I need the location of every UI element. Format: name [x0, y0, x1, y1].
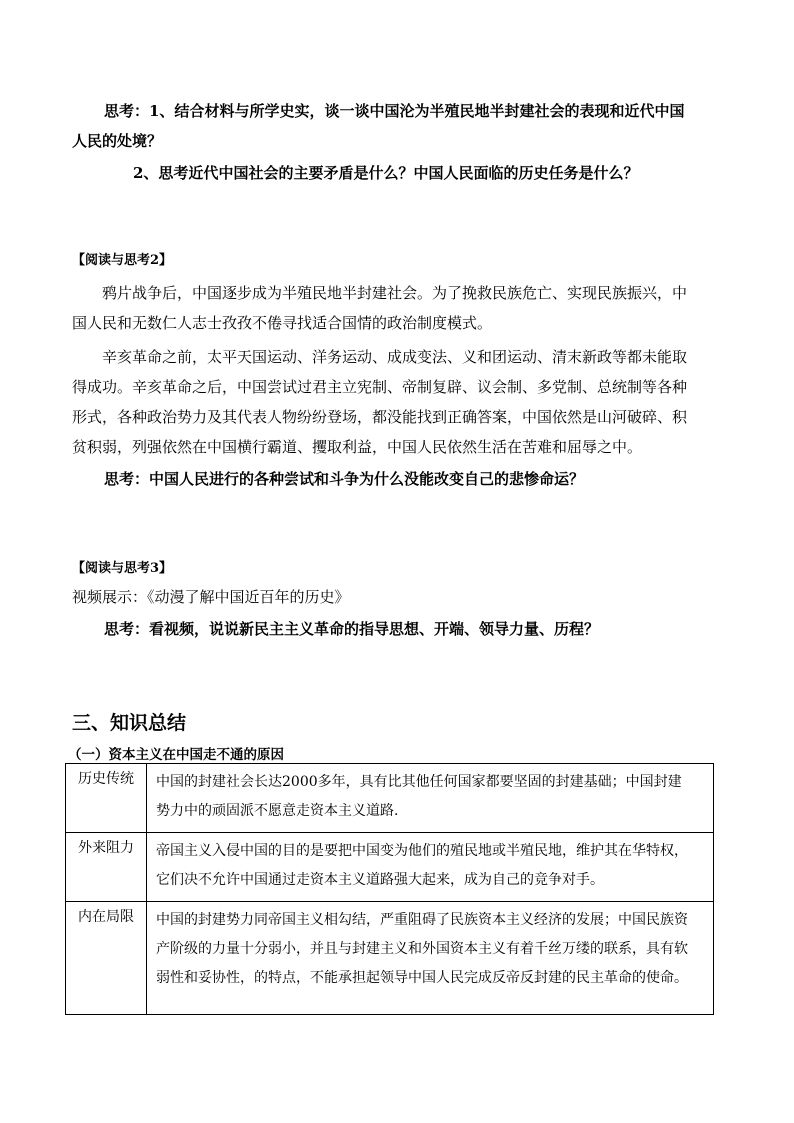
- row-content-line: 弱性和妥协性，的特点，不能承担起领导中国人民完成反帝反封建的民主革命的使命。: [156, 970, 688, 986]
- row-content-external: [147, 833, 714, 902]
- row-content-internal: [147, 902, 714, 1015]
- reading-2-para2-line3: 形式，各种政治势力及其代表人物纷纷登场，都没能找到正确答案，中国依然是山河破碎、积: [72, 408, 688, 426]
- table-row: [66, 833, 714, 902]
- row-content-line: 中国的封建势力同帝国主义相勾结，严重阻碍了民族资本主义经济的发展；中国民族资: [156, 912, 688, 928]
- think-question-1-line1: 思考：1、结合材料与所学史实，谈一谈中国沦为半殖民地半封建社会的表现和近代中国: [104, 102, 685, 120]
- table-row: [66, 902, 714, 1015]
- row-content-line: 势力中的顽固派不愿意走资本主义道路.: [156, 803, 399, 819]
- row-label-external: 外来阻力: [66, 833, 147, 902]
- reading-2-para1-line2: 国人民和无数仁人志士孜孜不倦寻找适合国情的政治制度模式。: [72, 314, 493, 332]
- video-display: 视频展示：《动漫了解中国近百年的历史》: [72, 588, 350, 606]
- row-content-line: 中国的封建社会长达2000多年，具有比其他任何国家都要坚固的封建基础；中国封建: [156, 774, 682, 790]
- row-content-line: 帝国主义入侵中国的目的是要把中国变为他们的殖民地或半殖民地，维护其在华特权，: [156, 843, 688, 859]
- summary-table: [65, 763, 714, 1015]
- row-label-internal: 内在局限: [66, 902, 147, 1015]
- reading-2-para2-line4: 贫积弱，列强依然在中国横行霸道、攫取利益，中国人民依然生活在苦难和屈辱之中。: [72, 438, 643, 456]
- reading-2-para1-line1: 鸦片战争后，中国逐步成为半殖民地半封建社会。为了挽救民族危亡、实现民族振兴，中: [102, 284, 688, 302]
- reading-2-think: 思考：中国人民进行的各种尝试和斗争为什么没能改变自己的悲惨命运？: [104, 470, 585, 488]
- row-content-line: 产阶级的力量十分弱小，并且与封建主义和外国资本主义有着千丝万缕的联系，具有软: [156, 941, 688, 957]
- row-label-history: 历史传统: [66, 764, 147, 833]
- reading-thinking-3-tag: 【阅读与思考3】: [72, 561, 173, 576]
- row-content-line: 它们决不允许中国通过走资本主义道路强大起来，成为自己的竞争对手。: [156, 872, 604, 888]
- summary-heading: 三、知识总结: [72, 712, 187, 734]
- reading-thinking-2-tag: 【阅读与思考2】: [72, 253, 173, 268]
- reading-3-think: 思考：看视频，说说新民主主义革命的指导思想、开端、领导力量、历程？: [104, 620, 600, 638]
- summary-subheading: （一）资本主义在中国走不通的原因: [68, 747, 284, 763]
- think-question-2: 2、思考近代中国社会的主要矛盾是什么？中国人民面临的历史任务是什么？: [133, 164, 639, 182]
- reading-2-para2-line2: 得成功。辛亥革命之后，中国尝试过君主立宪制、帝制复辟、议会制、多党制、总统制等各种: [72, 378, 688, 396]
- reading-2-para2-line1: 辛亥革命之前，太平天国运动、洋务运动、成成变法、义和团运动、清末新政等都未能取: [102, 348, 688, 366]
- think-question-1-line2: 人民的处境？: [72, 132, 163, 150]
- row-content-history: [147, 764, 714, 833]
- table-row: [66, 764, 714, 833]
